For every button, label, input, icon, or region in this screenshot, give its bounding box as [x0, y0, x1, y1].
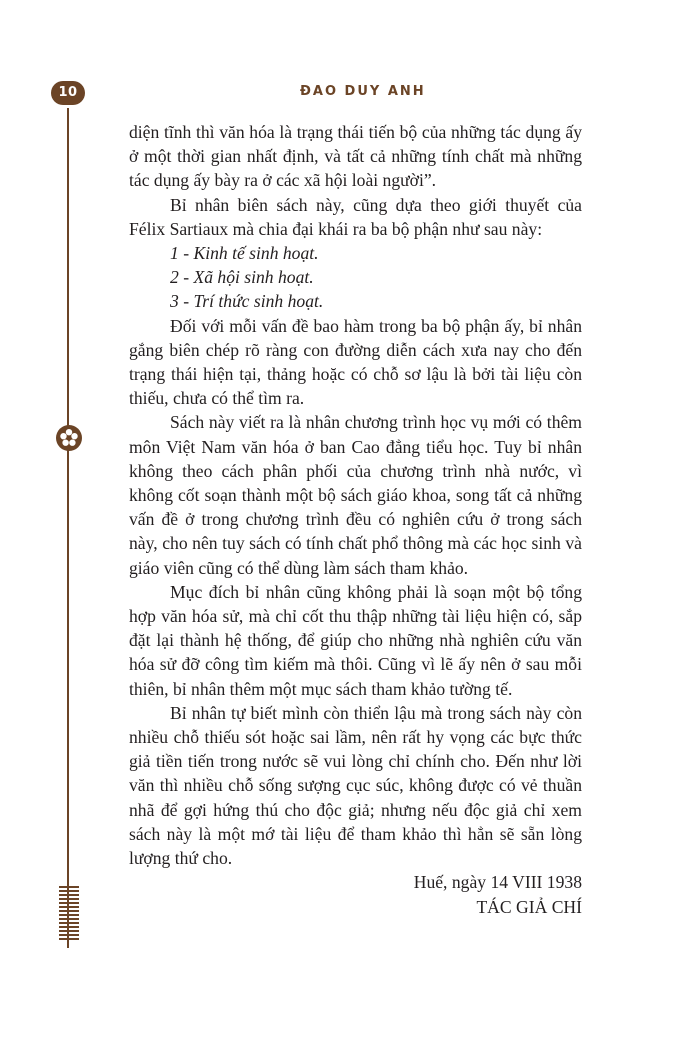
paragraph-intro: Bỉ nhân biên sách này, cũng dựa theo giới thuyết của Félix Sartiaux mà chia đại khái ra ba bộ phận như sau này:	[129, 194, 582, 239]
paragraph: Đối với mỗi vấn đề bao hàm trong ba bộ phận ấy, bỉ nhân gắng biên chép rõ ràng con đường diễn cách xưa nay cho đến trạng thái hiện tại, thảng hoặc có chỗ sơ lậu là bởi tài liệu còn thiếu, chưa có thể tìm ra.	[129, 315, 582, 409]
page-number: 10	[58, 85, 78, 100]
list-item: 3 - Trí thức sinh hoạt.	[170, 291, 324, 312]
running-head: ĐAO DUY ANH	[300, 84, 426, 99]
body-text	[129, 120, 582, 919]
page-number-badge	[51, 81, 85, 105]
list-item: 1 - Kinh tế sinh hoạt.	[170, 243, 319, 264]
margin-rule	[67, 108, 69, 948]
date-line: Huế, ngày 14 VIII 1938	[413, 872, 582, 893]
flower-ornament-icon	[55, 424, 83, 452]
list-item: 2 - Xã hội sinh hoạt.	[170, 267, 314, 288]
signature: TÁC GIẢ CHÍ	[476, 896, 582, 917]
paragraph: Bỉ nhân tự biết mình còn thiển lậu mà trong sách này còn nhiều chỗ thiếu sót hoặc sai lầm, nên rất hy vọng các bực thức giả tiền tiến trong nước sẽ vui lòng chỉ chính cho. Đến như lời văn thì nhiều chỗ sống sượng cục súc, không được có vẻ thuần nhã để gợi hứng thú cho độc giả; nhưng nếu độc giả chỉ xem sách này là một mớ tài liệu để tham khảo thì hẳn sẽ sẵn lòng lượng thứ cho.	[129, 702, 582, 869]
paragraph-continued: diện tĩnh thì văn hóa là trạng thái tiến bộ của những tác dụng ấy ở một thời gian nhất định, và tất cả những tính chất mà những tác dụng ấy bày ra ở các xã hội loài người”.	[129, 122, 582, 191]
paragraph: Sách này viết ra là nhân chương trình học vụ mới có thêm môn Việt Nam văn hóa ở ban Cao đẳng tiểu học. Tuy bỉ nhân không theo cách phân phối của chương trình nhà nước, vì không cốt soạn thành một bộ sách giáo khoa, song tất cả những vấn đề ở trong chương trình đều có nghiên cứu ở trong sách này, cho nên tuy sách có tính chất phổ thông mà các học sinh và giáo viên cũng có thể dùng làm sách tham khảo.	[129, 412, 582, 578]
tick-ornament	[59, 886, 79, 942]
paragraph: Mục đích bỉ nhân cũng không phải là soạn một bộ tổng hợp văn hóa sử, mà chỉ cốt thu thập những tài liệu hiện có, sắp đặt lại thành hệ thống, để giúp cho những nhà nghiên cứu văn hóa sử đỡ công tìm kiếm mà thôi. Cũng vì lẽ ấy nên ở sau mỗi thiên, bỉ nhân thêm một mục sách tham khảo tường tế.	[129, 581, 582, 699]
